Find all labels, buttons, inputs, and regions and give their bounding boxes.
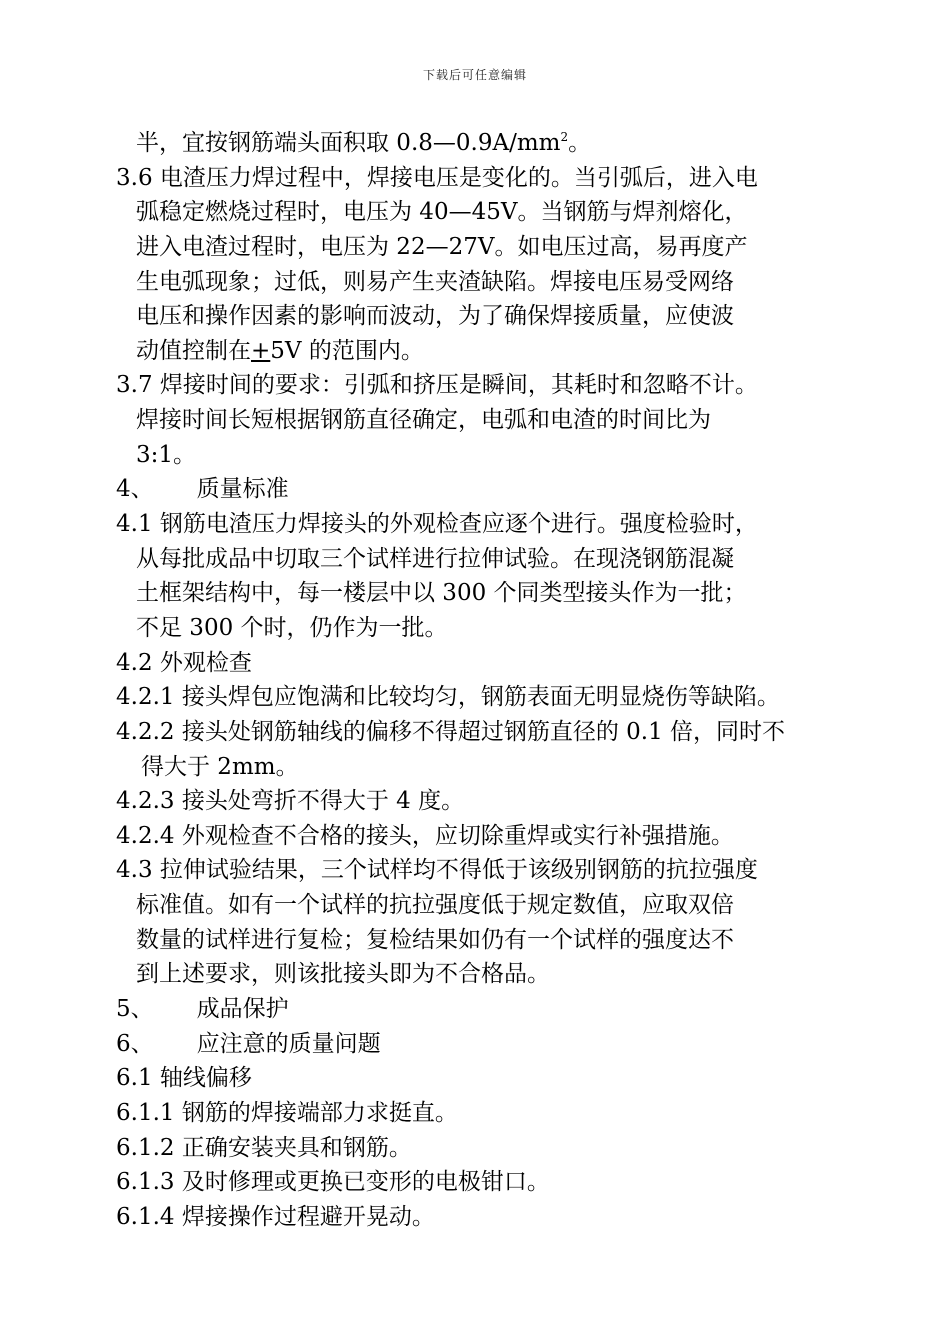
paragraph-3-6-line [116,334,836,369]
text-run: 动值控制在 [136,337,251,364]
paragraph-4-3-line: 4.3 拉伸试验结果，三个试样均不得低于该级别钢筋的抗拉强度 [116,857,758,884]
text-run: 。 [568,130,592,156]
section-number: 6、 [116,1030,154,1057]
paragraph-6-1-1: 6.1.1 钢筋的焊接端部力求挺直。 [116,1099,458,1126]
paragraph-4-1-line: 土框架结构中，每一楼层中以 300 个同类型接头作为一批； [136,580,747,607]
paragraph-4-2-1: 4.2.1 接头焊包应饱满和比较均匀，钢筋表面无明显烧伤等缺陷。 [116,684,780,711]
plus-minus-sign: + [251,337,271,364]
text-run: 5V 的范围内。 [270,337,424,364]
page-header: 下载后可任意编辑 [422,68,527,82]
paragraph-4-3-line: 标准值。如有一个试样的抗拉强度低于规定数值，应取双倍 [136,892,734,919]
paragraph-4-1-line: 不足 300 个时，仍作为一批。 [136,614,448,641]
section-title: 成品保护 [196,996,289,1023]
paragraph-3-6-line: 电压和操作因素的影响而波动，为了确保焊接质量，应使波 [136,303,734,330]
paragraph-3-7-line: 3:1。 [136,441,197,468]
paragraph-4-3-line: 到上述要求，则该批接头即为不合格品。 [136,961,550,988]
paragraph-4-2-2-line: 得大于 2mm。 [141,753,299,780]
paragraph-6-1-3: 6.1.3 及时修理或更换已变形的电极钳口。 [116,1169,550,1196]
section-title: 质量标准 [196,476,289,503]
paragraph-6-1-4: 6.1.4 焊接操作过程避开晃动。 [116,1203,435,1230]
paragraph-4-2-2-line: 4.2.2 接头处钢筋轴线的偏移不得超过钢筋直径的 0.1 倍，同时不 [116,718,786,745]
section-number: 5、 [116,996,154,1023]
paragraph-3-6-line: 弧稳定燃烧过程时，电压为 40—45V。当钢筋与焊剂熔化， [136,199,748,226]
paragraph-3-6-line: 3.6 电渣压力焊过程中，焊接电压是变化的。当引弧后，进入电 [116,164,758,191]
section-heading-6 [116,1027,836,1062]
paragraph-4-1-line: 从每批成品中切取三个试样进行拉伸试验。在现浇钢筋混凝 [136,545,734,572]
paragraph-3-6-line: 生电弧现象；过低，则易产生夹渣缺陷。焊接电压易受网络 [136,268,734,295]
section-number: 4、 [116,476,154,503]
text-run: 半，宜按钢筋端头面积取 0.8—0.9A/mm [136,130,561,156]
paragraph-6-1-2: 6.1.2 正确安装夹具和钢筋。 [116,1134,412,1161]
paragraph-3-5-continuation [116,126,836,161]
paragraph-3-7-line: 焊接时间长短根据钢筋直径确定，电弧和电渣的时间比为 [136,407,711,434]
paragraph-4-1-line: 4.1 钢筋电渣压力焊接头的外观检查应逐个进行。强度检验时， [116,511,758,538]
paragraph-3-6-line: 进入电渣过程时，电压为 22—27V。如电压过高，易再度产 [136,233,748,260]
paragraph-4-2: 4.2 外观检查 [116,649,252,676]
section-heading-4 [116,472,836,507]
paragraph-4-2-3: 4.2.3 接头处弯折不得大于 4 度。 [116,788,465,815]
superscript: 2 [560,130,569,144]
paragraph-4-3-line: 数量的试样进行复检；复检结果如仍有一个试样的强度达不 [136,926,734,953]
paragraph-3-7-line: 3.7 焊接时间的要求：引弧和挤压是瞬间，其耗时和忽略不计。 [116,372,758,399]
paragraph-4-2-4: 4.2.4 外观检查不合格的接头，应切除重焊或实行补强措施。 [116,822,734,849]
section-heading-5 [116,992,836,1027]
document-body [116,126,836,1235]
paragraph-6-1: 6.1 轴线偏移 [116,1065,252,1092]
section-title: 应注意的质量问题 [196,1030,381,1057]
